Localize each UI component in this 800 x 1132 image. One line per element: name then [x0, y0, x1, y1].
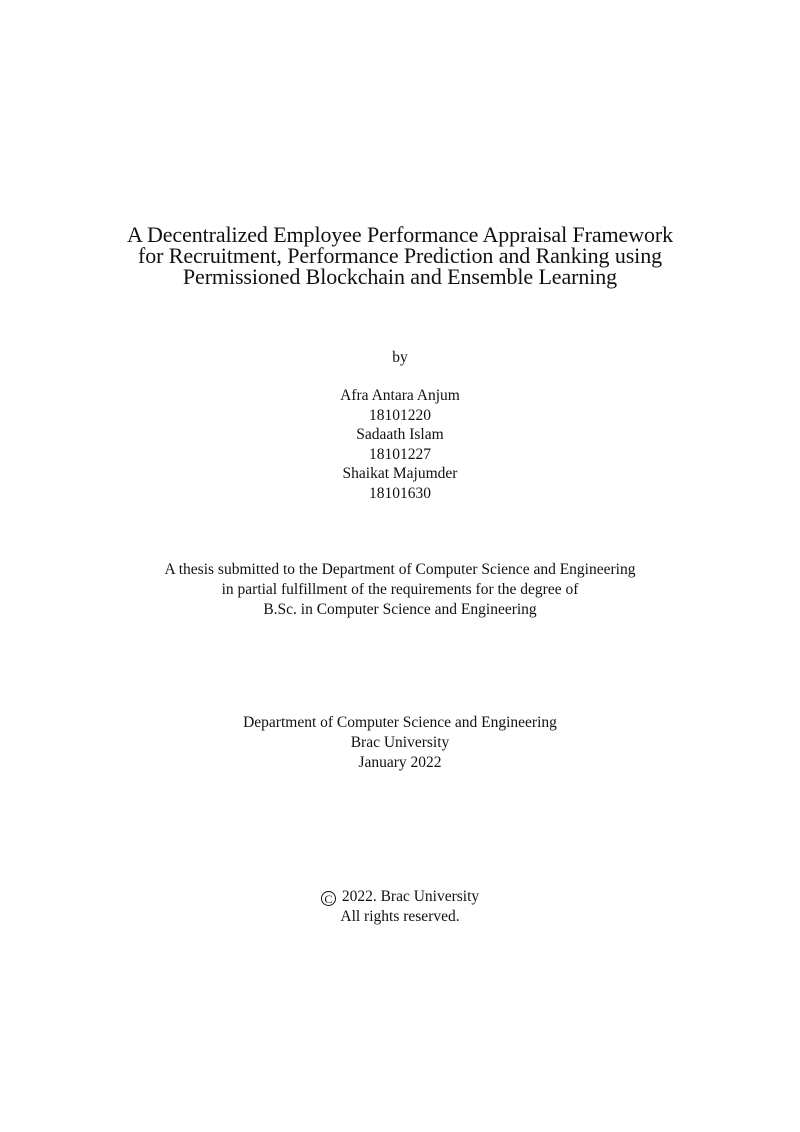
rights-reserved: All rights reserved.: [340, 908, 460, 925]
copyright-icon: C: [321, 891, 336, 906]
title-line-2: for Recruitment, Performance Prediction and Ranking using: [138, 243, 662, 268]
copyright-line: [0, 887, 800, 907]
title-line-3: Permissioned Blockchain and Ensemble Learning: [182, 264, 618, 289]
thesis-line-2: in partial fulfillment of the requirements for the degree of: [221, 581, 579, 598]
author-list: [0, 386, 800, 503]
university-name: Brac University: [350, 734, 450, 751]
author-id: 18101220: [369, 406, 431, 424]
author-name: Shaikat Majumder: [342, 465, 458, 482]
submission-date: January 2022: [358, 754, 442, 771]
thesis-title: [0, 224, 800, 287]
author-name: Afra Antara Anjum: [340, 387, 460, 404]
thesis-statement: [0, 560, 800, 620]
title-line-1: A Decentralized Employee Performance Appraisal Framework: [126, 222, 674, 247]
thesis-line-1: A thesis submitted to the Department of Computer Science and Engineering: [164, 561, 636, 578]
department-name: Department of Computer Science and Engineering: [243, 714, 557, 731]
author-name: Sadaath Islam: [356, 426, 444, 443]
copyright-block: [0, 887, 800, 927]
thesis-line-3: B.Sc. in Computer Science and Engineering: [263, 601, 537, 618]
author-id: 18101630: [369, 484, 431, 502]
by-label: by: [392, 349, 408, 366]
copyright-text: 2022. Brac University: [341, 888, 480, 905]
institution-block: [0, 713, 800, 773]
author-id: 18101227: [369, 445, 431, 463]
